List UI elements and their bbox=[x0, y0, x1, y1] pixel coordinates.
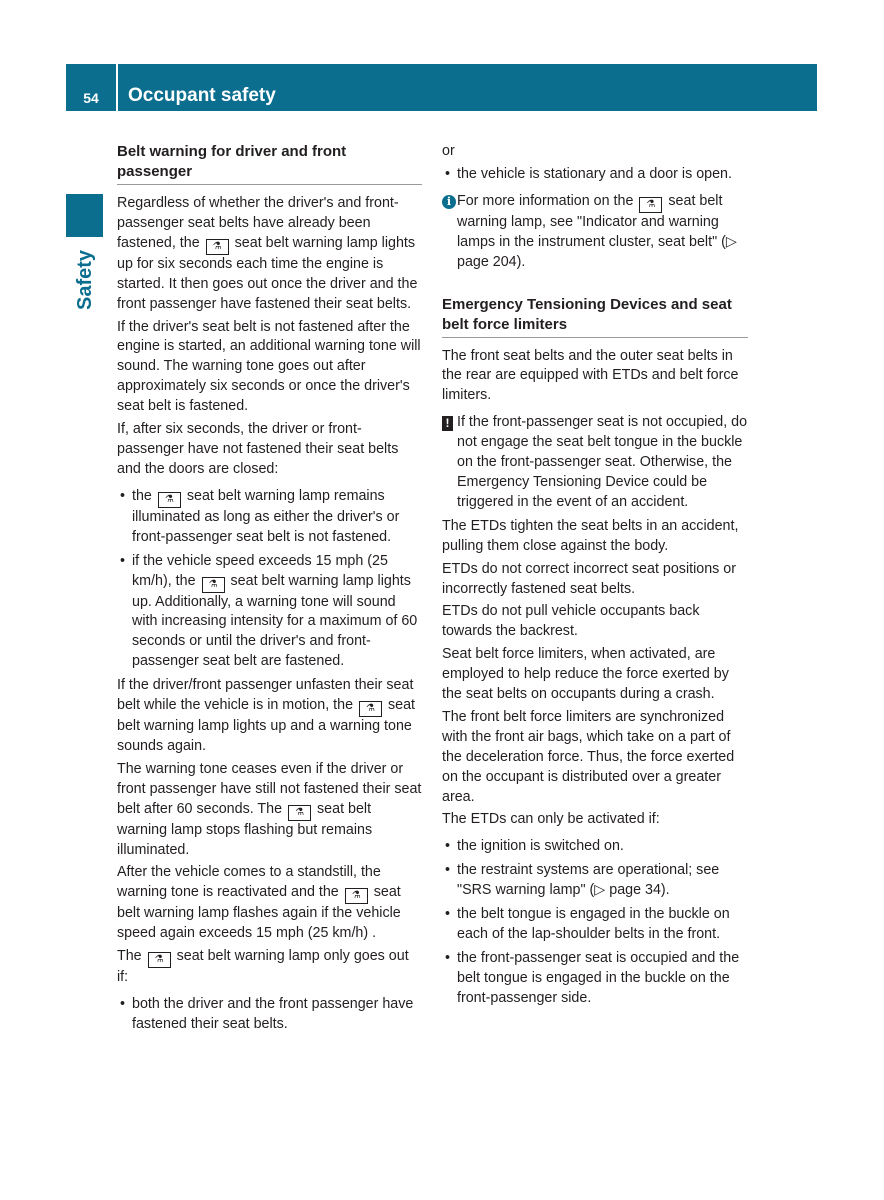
paragraph: ETDs do not correct incorrect seat positions or incorrectly fastened seat belts. bbox=[442, 560, 737, 597]
seat-belt-warning-lamp-icon: ⚗ bbox=[345, 888, 368, 904]
info-icon: i bbox=[442, 195, 456, 209]
warning-icon: ! bbox=[442, 416, 453, 431]
seat-belt-warning-lamp-icon: ⚗ bbox=[359, 701, 382, 717]
paragraph: The ⚗ seat belt warning lamp only goes out if: bbox=[117, 948, 409, 986]
paragraph: The warning tone ceases even if the driver or front passenger have still not fastened their seat belt after 60 seconds. The ⚗ seat belt warning lamp stops flashing but remains illuminated. bbox=[117, 760, 422, 858]
chapter-title: Occupant safety bbox=[128, 85, 276, 106]
seat-belt-warning-lamp-icon: ⚗ bbox=[202, 577, 225, 593]
paragraph: Regardless of whether the driver's and front-passenger seat belts have already been fastened, the ⚗ seat belt warning lamp lights up for six seconds each time the engine is started. It then goes out once the driver and the front passenger have fastened their seat belts. bbox=[117, 195, 418, 312]
seat-belt-warning-lamp-icon: ⚗ bbox=[206, 239, 229, 255]
paragraph: The ETDs can only be activated if: bbox=[442, 811, 660, 828]
paragraph: If, after six seconds, the driver or front-passenger have not fastened their seat belts and the doors are closed: bbox=[117, 421, 399, 477]
warning-note: ! If the front-passenger seat is not occupied, do not engage the seat belt tongue in the buckle on the front-passenger seat. Otherwise, the Emergency Tensioning Device could be triggered in the event of an accident. bbox=[442, 413, 748, 513]
paragraph: If the driver/front passenger unfasten their seat belt while the vehicle is in motion, the ⚗ seat belt warning lamp lights up and a warning tone sounds again. bbox=[117, 677, 416, 754]
right-column bbox=[442, 142, 748, 1013]
paragraph: The ETDs tighten the seat belts in an accident, pulling them close against the body. bbox=[442, 517, 739, 554]
paragraph: The front seat belts and the outer seat belts in the rear are equipped with ETDs and belt force limiters. bbox=[442, 347, 739, 404]
list-item: • the ⚗ seat belt warning lamp remains illuminated as long as either the driver's or front-passenger seat belt is not fastened. bbox=[117, 487, 422, 548]
list-item: • the vehicle is stationary and a door is open. bbox=[442, 165, 748, 185]
list-item: • the ignition is switched on. bbox=[442, 837, 748, 857]
paragraph: ETDs do not pull vehicle occupants back towards the backrest. bbox=[442, 603, 700, 640]
left-column bbox=[117, 142, 422, 1039]
paragraph: or bbox=[442, 143, 455, 159]
side-tab-marker bbox=[66, 194, 103, 237]
list-item: • the restraint systems are operational; see "SRS warning lamp" (▷ page 34). bbox=[442, 861, 748, 901]
side-tab-label: Safety bbox=[74, 249, 96, 310]
seat-belt-warning-lamp-icon: ⚗ bbox=[639, 197, 662, 213]
seat-belt-warning-lamp-icon: ⚗ bbox=[148, 952, 171, 968]
seat-belt-warning-lamp-icon: ⚗ bbox=[288, 805, 311, 821]
list-item: • both the driver and the front passenger have fastened their seat belts. bbox=[117, 995, 422, 1035]
paragraph: After the vehicle comes to a standstill, the warning tone is reactivated and the ⚗ seat belt warning lamp flashes again if the vehicle speed again exceeds 15 mph (25 km/h) . bbox=[117, 864, 401, 942]
page-number: 54 bbox=[83, 90, 99, 106]
page-header bbox=[66, 64, 817, 111]
paragraph: If the driver's seat belt is not fastened after the engine is started, an additional warning tone will sound. The warning tone goes out after approximately six seconds or once the driver's seat belt is fastened. bbox=[117, 318, 421, 415]
seat-belt-warning-lamp-icon: ⚗ bbox=[158, 492, 181, 508]
info-note: i For more information on the ⚗ seat belt warning lamp, see "Indicator and warning lamps in the instrument cluster, seat belt" (▷ page 204). bbox=[442, 192, 748, 273]
section-heading-belt-warning: Belt warning for driver and front passenger bbox=[117, 142, 422, 185]
list-item: • the belt tongue is engaged in the buckle on each of the lap-shoulder belts in the front. bbox=[442, 905, 748, 945]
list-item: • the front-passenger seat is occupied and the belt tongue is engaged in the buckle on the front-passenger side. bbox=[442, 949, 748, 1009]
paragraph: Seat belt force limiters, when activated, are employed to help reduce the force exerted by the seat belts on occupants during a crash. bbox=[442, 646, 729, 703]
list-item: • if the vehicle speed exceeds 15 mph (25 km/h), the ⚗ seat belt warning lamp lights up. Additionally, a warning tone will sound with increasing intensity for a maximum of 60 seconds or until the driver's and front-passenger seat belt are fastened. bbox=[117, 552, 422, 673]
header-divider bbox=[116, 64, 118, 111]
paragraph: The front belt force limiters are synchronized with the front air bags, which take on a part of the deceleration force. Thus, the force exerted on the occupant is distributed over a greater area. bbox=[442, 708, 735, 805]
section-heading-etd: Emergency Tensioning Devices and seat belt force limiters bbox=[442, 295, 748, 338]
